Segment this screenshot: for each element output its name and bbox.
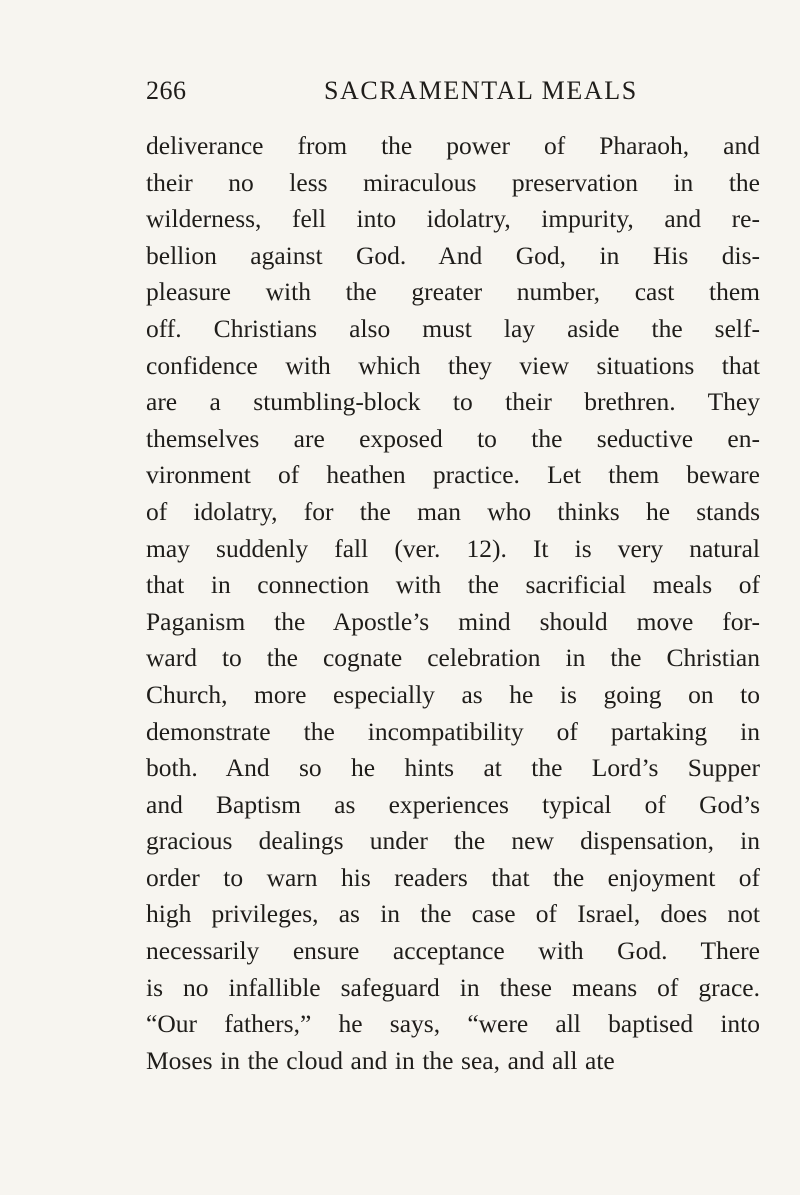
running-title: SACRAMENTAL MEALS [324,76,638,105]
text-line: are a stumbling-block to their brethren. They [146,387,760,417]
text-line: their no less miraculous preservation in the [146,167,760,197]
text-line: high privileges, as in the case of Israel, does not [146,899,760,929]
text-line: demonstrate the incompatibility of partaking in [146,716,760,746]
text-line: themselves are exposed to the seductive en- [146,423,760,453]
text-line: wilderness, fell into idolatry, impurity, and re- [146,204,760,234]
text-line: pleasure with the greater number, cast them [146,277,760,307]
text-line: and Baptism as experiences typical of God’s [146,789,760,819]
text-line: vironment of heathen practice. Let them beware [146,460,760,490]
text-line: of idolatry, for the man who thinks he stands [146,496,760,526]
running-head [146,76,666,112]
text-line: gracious dealings under the new dispensation, in [146,826,760,856]
text-line: bellion against God. And God, in His dis- [146,240,760,270]
text-line: confidence with which they view situations that [146,350,760,380]
text-line: Paganism the Apostle’s mind should move for- [146,606,760,636]
text-line: is no infallible safeguard in these means of grace. [146,972,760,1002]
text-line: Moses in the cloud and in the sea, and all ate [146,1045,615,1075]
text-line: off. Christians also must lay aside the self- [146,313,760,343]
page-number: 266 [146,76,187,105]
text-line: necessarily ensure acceptance with God. There [146,936,760,966]
text-line: ward to the cognate celebration in the Christian [146,643,760,673]
text-line: that in connection with the sacrificial meals of [146,570,760,600]
body-text [146,128,760,1079]
text-line: deliverance from the power of Pharaoh, and [146,131,760,160]
text-line: Church, more especially as he is going on to [146,679,760,709]
text-line: may suddenly fall (ver. 12). It is very natural [146,533,760,563]
text-line: both. And so he hints at the Lord’s Supper [146,753,760,783]
text-line: “Our fathers,” he says, “were all baptised into [146,1009,760,1039]
text-line: order to warn his readers that the enjoyment of [146,862,760,892]
